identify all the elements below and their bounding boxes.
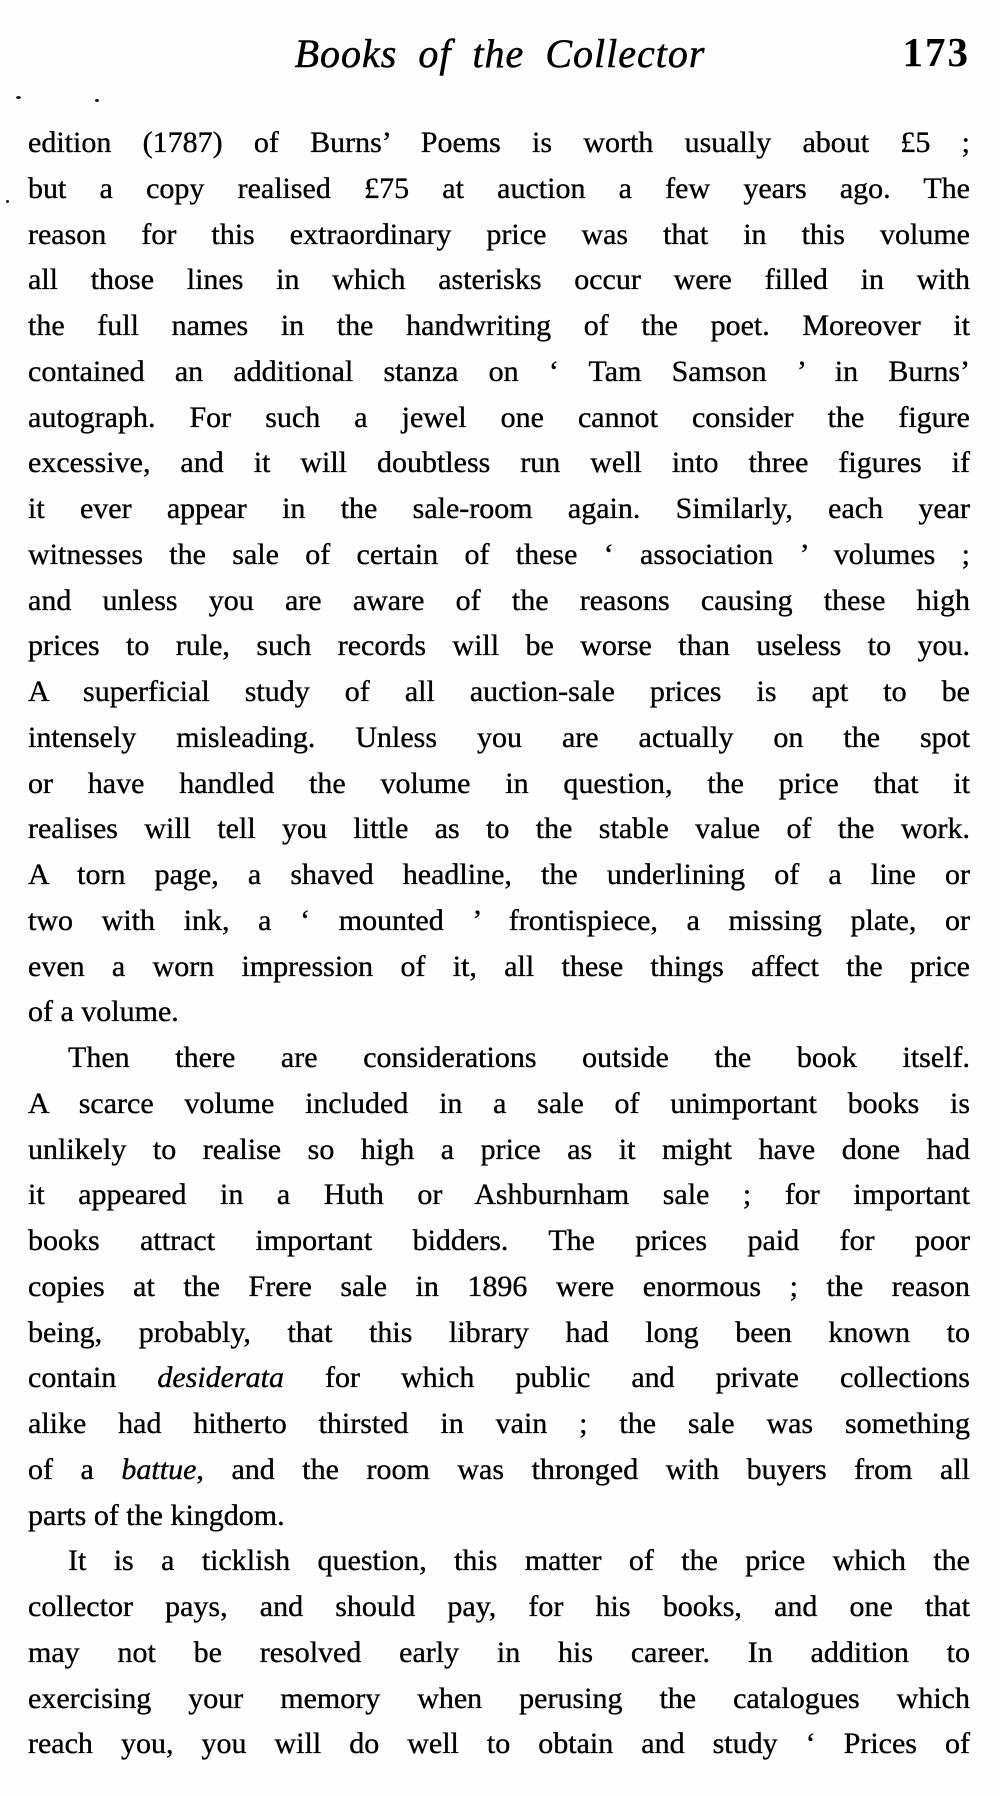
text-line: two with ink, a ‘ mounted ’ frontispiece, a missing plate, or: [28, 903, 970, 937]
text-line: excessive, and it will doubtless run well into three figures if: [28, 446, 970, 480]
text-line: contained an additional stanza on ‘ Tam Samson ’ in Burns’: [28, 354, 970, 388]
text-line: Then there are considerations outside the book itself.: [68, 1041, 970, 1074]
text-line: autograph. For such a jewel one cannot consider the figure: [28, 400, 970, 434]
text-line: of a battue, and the room was thronged with buyers from all: [28, 1452, 971, 1486]
text-line: intensely misleading. Unless you are actually on the spot: [28, 720, 970, 754]
text-line: books attract important bidders. The prices paid for poor: [28, 1224, 970, 1257]
text-line: witnesses the sale of certain of these ‘ association ’ volumes ;: [28, 537, 970, 571]
text-line: it appeared in a Huth or Ashburnham sale ; for important: [28, 1178, 970, 1212]
text-line: all those lines in which asterisks occur were filled in with: [28, 263, 970, 297]
text-line: It is a ticklish question, this matter of the price which the: [68, 1544, 970, 1578]
text-line: unlikely to realise so high a price as it might have done had: [28, 1132, 970, 1166]
text-line: A scarce volume included in a sale of unimportant books is: [28, 1086, 970, 1120]
text-line: or have handled the volume in question, the price that it: [28, 766, 970, 800]
scan-speck: [6, 200, 9, 203]
text-line: of a volume.: [28, 995, 179, 1029]
text-line: being, probably, that this library had long been known to: [28, 1315, 970, 1349]
italic-term: desiderata: [157, 1361, 284, 1395]
text-line: parts of the kingdom.: [28, 1498, 285, 1532]
paragraph: [28, 120, 970, 1035]
scan-speck: [16, 96, 21, 99]
text-line: alike had hitherto thirsted in vain ; the sale was something: [28, 1407, 970, 1440]
page-number: 173: [902, 29, 970, 75]
text-line: may not be resolved early in his career. In addition to: [28, 1635, 970, 1669]
text-line: collector pays, and should pay, for his books, and one that: [28, 1590, 970, 1623]
scan-speck: [95, 99, 99, 102]
text-line: A superficial study of all auction-sale prices is apt to be: [28, 675, 970, 708]
page-header: [0, 30, 1000, 86]
text-line: even a worn impression of it, all these things affect the price: [28, 949, 970, 983]
text-line: edition (1787) of Burns’ Poems is worth usually about £5 ;: [28, 126, 970, 159]
running-title: Books of the Collector: [294, 31, 706, 76]
text-line: reach you, you will do well to obtain and study ‘ Prices of: [28, 1727, 970, 1761]
italic-term: battue: [121, 1452, 197, 1486]
paragraph: [28, 1538, 970, 1767]
text-line: realises will tell you little as to the stable value of the work.: [28, 812, 970, 846]
text-line: copies at the Frere sale in 1896 were enormous ; the reason: [28, 1269, 970, 1303]
text-line: reason for this extraordinary price was that in this volume: [28, 217, 970, 251]
text-line: prices to rule, such records will be worse than useless to you.: [28, 629, 970, 663]
text-line: it ever appear in the sale-room again. Similarly, each year: [28, 492, 970, 525]
text-line: but a copy realised £75 at auction a few years ago. The: [28, 171, 970, 205]
text-line: the full names in the handwriting of the poet. Moreover it: [28, 309, 970, 342]
paragraph: [28, 1035, 970, 1538]
text-line: contain desiderata for which public and private collections: [28, 1361, 970, 1395]
text-line: A torn page, a shaved headline, the underlining of a line or: [28, 858, 970, 891]
text-line: exercising your memory when perusing the catalogues which: [28, 1681, 970, 1715]
page-body: [28, 120, 970, 1767]
text-line: and unless you are aware of the reasons causing these high: [28, 583, 970, 617]
